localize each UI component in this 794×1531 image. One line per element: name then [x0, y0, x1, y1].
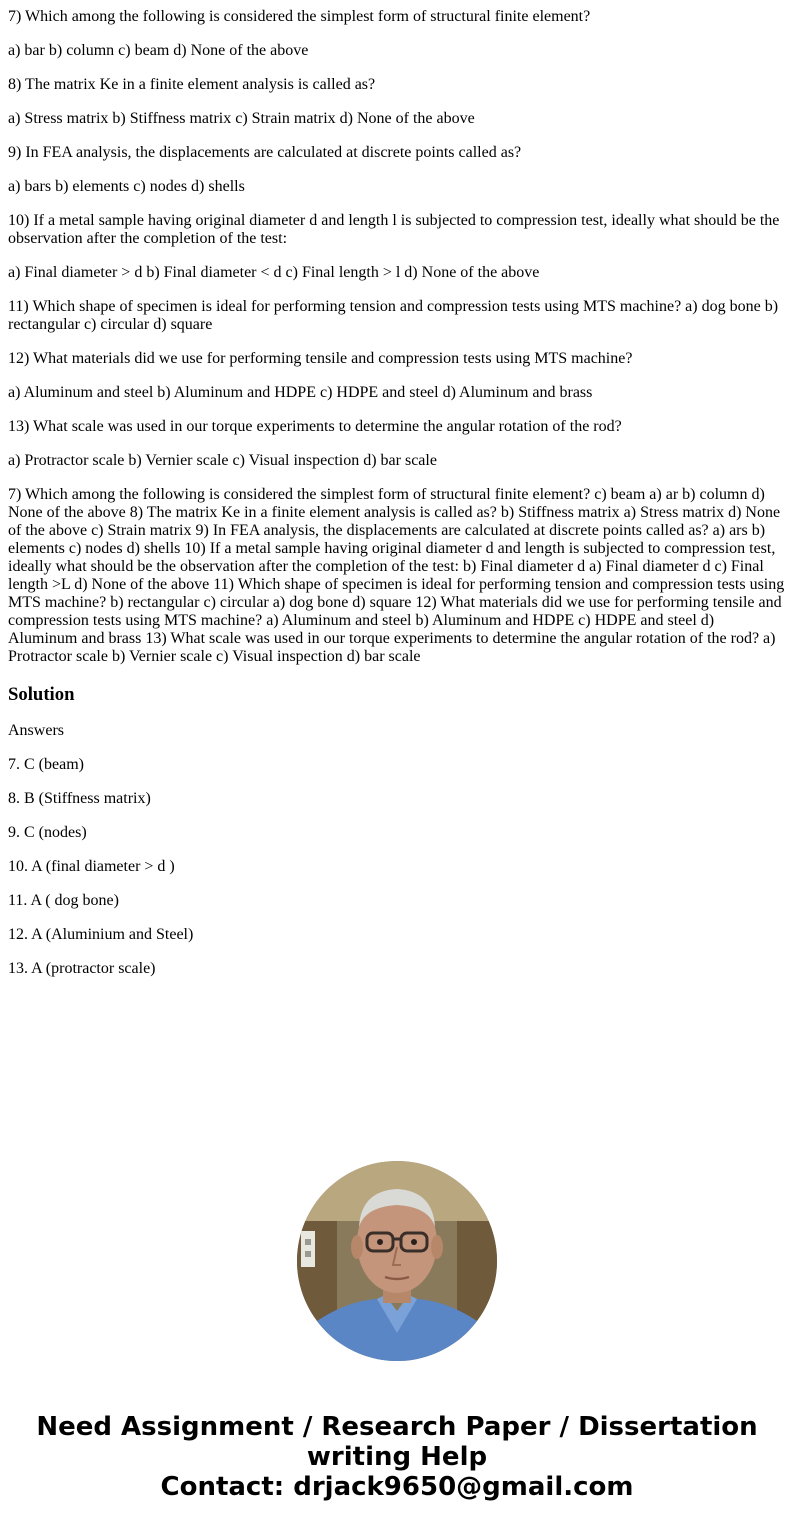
question-13-options: a) Protractor scale b) Vernier scale c) Visual inspection d) bar scale	[8, 452, 437, 469]
question-13: 13) What scale was used in our torque experiments to determine the angular rotation of the rod?	[8, 418, 622, 435]
question-12: 12) What materials did we use for performing tensile and compression tests using MTS machine?	[8, 350, 633, 367]
questions-repeated-paragraph: 7) Which among the following is considered the simplest form of structural finite element? c) beam a) ar b) column d) None of the above 8) The matrix Ke in a finite element analysis is called as? b) Stiffness matrix a) Stress matrix d) None of the above c) Strain matrix 9) In FEA analysis, the displacements are calculated at discrete points called as? a) ars b) elements c) nodes d) shells 10) If a metal sample having original diameter d and length is subjected to compression test, ideally what should be the observation after the completion of the test: b) Final diameter d a) Final diameter d c) Final length >L d) None of the above 11) Which shape of specimen is ideal for performing tension and compression tests using MTS machine? b) rectangular c) circular a) dog bone d) square 12) What materials did we use for performing tensile and compression tests using MTS machine? a) Aluminum and steel b) Aluminum and HDPE c) HDPE and steel d) Aluminum and brass 13) What scale was used in our torque experiments to determine the angular rotation of the rod? a) Protractor scale b) Vernier scale c) Visual inspection d) bar scale	[8, 486, 785, 665]
answer-item: 9. C (nodes)	[8, 824, 87, 841]
question-7: 7) Which among the following is considered the simplest form of structural finite element?	[8, 8, 591, 25]
promo-contact: Contact: drjack9650@gmail.com	[160, 1472, 634, 1502]
question-10-options: a) Final diameter > d b) Final diameter < d c) Final length > l d) None of the above	[8, 264, 540, 281]
answer-item: 13. A (protractor scale)	[8, 960, 156, 977]
promo-line: writing Help	[306, 1442, 488, 1472]
promo-line: Need Assignment / Research Paper / Dissertation	[36, 1412, 758, 1442]
document-body	[0, 8, 794, 978]
answer-item: 10. A (final diameter > d )	[8, 858, 175, 875]
question-9-options: a) bars b) elements c) nodes d) shells	[8, 178, 245, 195]
question-8-options: a) Stress matrix b) Stiffness matrix c) Strain matrix d) None of the above	[8, 110, 475, 127]
question-7-options: a) bar b) column c) beam d) None of the above	[8, 42, 309, 59]
solution-heading: Solution	[8, 684, 75, 705]
answer-item: 8. B (Stiffness matrix)	[8, 790, 151, 807]
question-11: 11) Which shape of specimen is ideal for performing tension and compression tests using MTS machine? a) dog bone b) rectangular c) circular d) square	[8, 298, 779, 333]
question-9: 9) In FEA analysis, the displacements are calculated at discrete points called as?	[8, 144, 522, 161]
promo-banner	[0, 1412, 794, 1502]
answer-item: 7. C (beam)	[8, 756, 84, 773]
answers-intro: Answers	[8, 722, 64, 739]
answer-item: 12. A (Aluminium and Steel)	[8, 926, 194, 943]
author-avatar	[297, 1161, 497, 1361]
answer-item: 11. A ( dog bone)	[8, 892, 119, 909]
question-10: 10) If a metal sample having original diameter d and length l is subjected to compression test, ideally what should be the observation after the completion of the test:	[8, 212, 780, 247]
question-8: 8) The matrix Ke in a finite element analysis is called as?	[8, 76, 376, 93]
question-12-options: a) Aluminum and steel b) Aluminum and HDPE c) HDPE and steel d) Aluminum and brass	[8, 384, 593, 401]
author-portrait	[297, 1161, 497, 1361]
